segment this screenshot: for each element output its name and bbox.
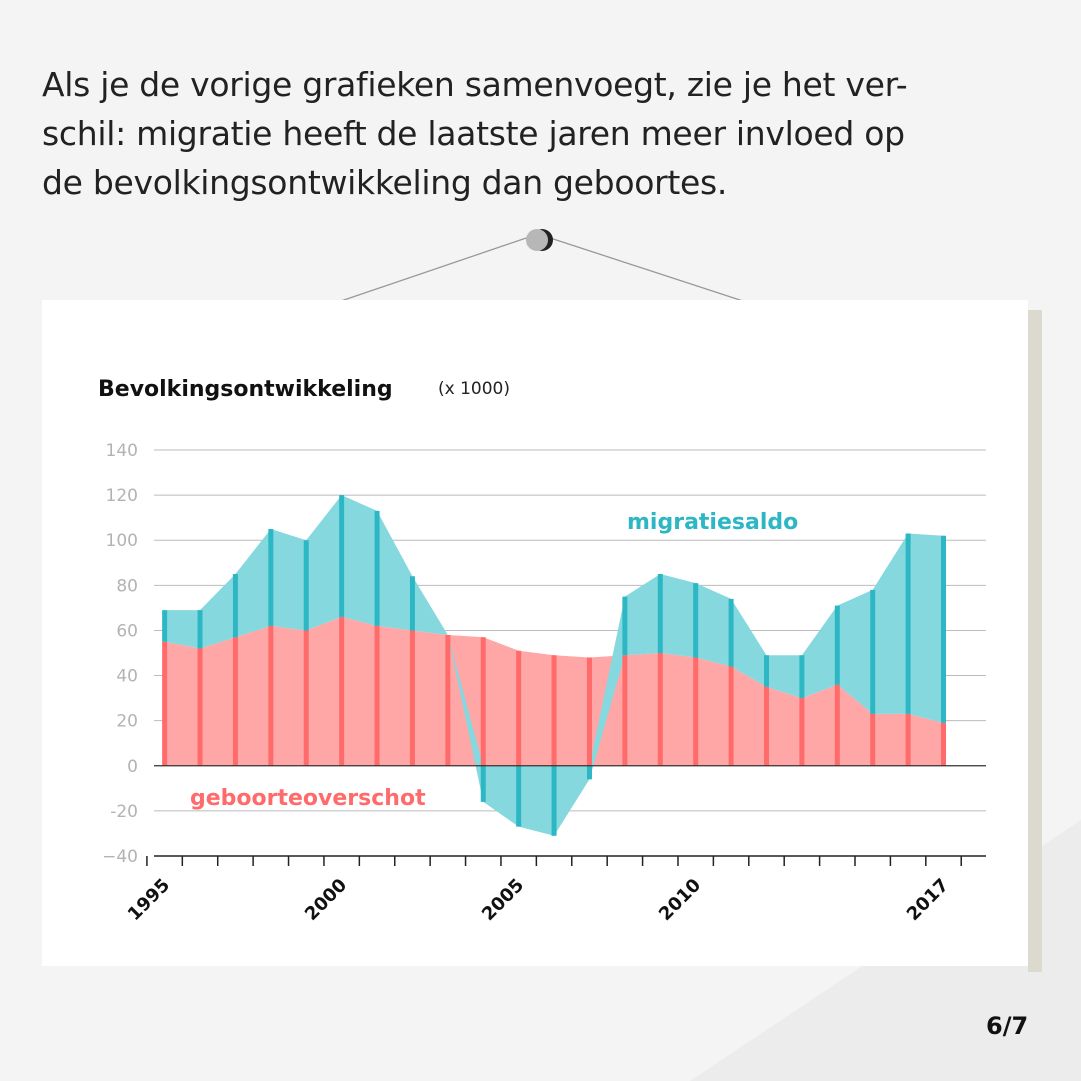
y-tick-label: 100 bbox=[105, 531, 138, 552]
y-tick-label: 0 bbox=[127, 756, 138, 777]
board-edge bbox=[1028, 310, 1042, 972]
x-tick-label: 2000 bbox=[300, 874, 352, 925]
x-tick-label: 2010 bbox=[654, 874, 706, 925]
chart-board bbox=[42, 300, 1028, 966]
chart-unit-label: (x 1000) bbox=[438, 379, 510, 399]
headline-text: Als je de vorige grafieken samenvoegt, zie je het ver- schil: migratie heeft de laatste jaren meer invloed op de bevolkingsontwikkeling dan geboortes. bbox=[42, 65, 908, 202]
chart-title: Bevolkingsontwikkeling bbox=[98, 377, 393, 402]
y-tick-label: 140 bbox=[105, 441, 138, 461]
births-series-label: geboorteoverschot bbox=[190, 786, 426, 811]
y-tick-label: 80 bbox=[116, 576, 138, 597]
y-tick-label: 40 bbox=[116, 666, 138, 687]
x-tick-label: 2005 bbox=[477, 874, 529, 925]
y-tick-label: −40 bbox=[102, 847, 138, 867]
x-tick-label: 2017 bbox=[902, 874, 954, 925]
y-tick-label: 120 bbox=[105, 486, 138, 507]
page-indicator: 6/7 bbox=[986, 1012, 1029, 1040]
y-tick-label: -20 bbox=[110, 801, 138, 822]
migration-series-label: migratiesaldo bbox=[627, 510, 799, 535]
y-tick-label: 60 bbox=[116, 621, 138, 642]
area-chart bbox=[42, 300, 1028, 966]
x-tick-label: 1995 bbox=[123, 874, 175, 925]
y-tick-label: 20 bbox=[116, 711, 138, 732]
